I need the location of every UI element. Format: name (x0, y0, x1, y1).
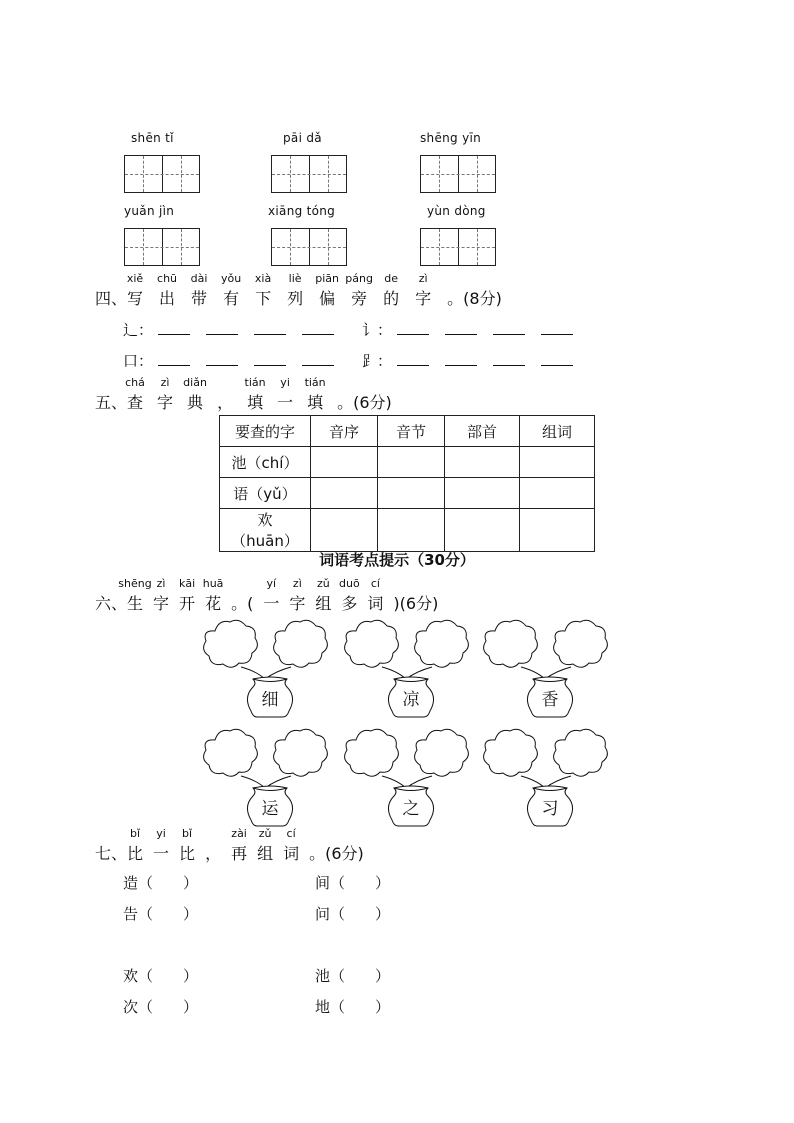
pinyin-label: xiāng tóng (268, 204, 336, 218)
table-row (220, 478, 595, 509)
title-char-text: 字 (289, 594, 306, 613)
answer-blank[interactable] (397, 351, 429, 366)
answer-blank[interactable] (493, 320, 525, 335)
title-char (153, 827, 170, 864)
title-char-text: 有 (223, 289, 240, 308)
table-cell: 语（yǔ） (220, 478, 311, 509)
title-char (415, 272, 432, 309)
question-tail: )(6分) (393, 594, 439, 613)
question-tail: 。(6分) (337, 393, 392, 412)
title-char (383, 272, 400, 309)
section-banner: 词语考点提示（30分） (319, 551, 475, 569)
title-char-pinyin: zì (160, 376, 170, 389)
title-char-pinyin: zì (292, 577, 302, 590)
answer-cell[interactable] (445, 509, 520, 552)
title-char-pinyin: yí (266, 577, 277, 590)
title-char (202, 577, 224, 614)
radical-label: 讠： (362, 321, 393, 339)
writing-grid[interactable] (124, 228, 200, 266)
question-number: 七、 (95, 844, 128, 863)
title-char (315, 272, 339, 309)
title-char-pinyin: cí (286, 827, 296, 840)
answer-blank[interactable] (302, 320, 334, 335)
title-char-pinyin: cí (370, 577, 380, 590)
title-char-pinyin: bǐ (129, 827, 141, 840)
flower-cloud[interactable] (481, 617, 539, 669)
title-char-pinyin: shēng (118, 577, 152, 590)
title-char-text: 生 (127, 594, 144, 613)
answer-cell[interactable] (520, 478, 595, 509)
table-header: 音序 (311, 416, 378, 447)
title-char (345, 272, 373, 309)
pot-character: 习 (541, 799, 559, 819)
question-tail: 。(8分) (447, 289, 502, 308)
table-header: 音节 (378, 416, 445, 447)
title-char (304, 376, 326, 413)
title-char-pinyin: zì (156, 577, 166, 590)
pinyin-label: shēng yīn (420, 131, 482, 145)
question-6-title (95, 577, 439, 614)
flower-cloud[interactable] (551, 726, 609, 778)
title-char (244, 376, 266, 413)
title-char (205, 841, 221, 864)
title-char (190, 272, 208, 309)
radical-row (362, 350, 589, 371)
title-char-text: 一 (153, 844, 170, 863)
title-char-pinyin: yǒu (220, 272, 242, 285)
table-header: 组词 (520, 416, 595, 447)
answer-cell[interactable] (445, 478, 520, 509)
answer-blank[interactable] (445, 320, 477, 335)
title-char-text: 出 (159, 289, 176, 308)
title-char-pinyin: tián (304, 376, 326, 389)
title-char (254, 272, 272, 309)
title-char (220, 272, 242, 309)
pinyin-label: shēn tǐ (131, 131, 174, 145)
title-char (257, 827, 274, 864)
title-char-pinyin: chá (125, 376, 145, 389)
answer-blank[interactable] (254, 351, 286, 366)
title-char-text: 开 (179, 594, 196, 613)
title-char-pinyin: tián (244, 376, 266, 389)
answer-cell[interactable] (311, 447, 378, 478)
compare-item[interactable]: 间（ ） (315, 874, 391, 892)
title-char-pinyin: piān (315, 272, 339, 285)
table-cell: 池（chí） (220, 447, 311, 478)
title-char-pinyin: diǎn (183, 376, 207, 389)
title-char (157, 376, 174, 413)
dictionary-table (219, 415, 595, 552)
title-char-text: 下 (255, 289, 272, 308)
compare-item[interactable]: 欢（ ） (123, 967, 199, 985)
question-number: 四、 (95, 289, 128, 308)
flower-cloud[interactable] (412, 617, 470, 669)
radical-label: 辶： (123, 321, 154, 339)
question-tail: 。(6分) (309, 844, 364, 863)
compare-item[interactable]: 问（ ） (315, 905, 391, 923)
title-char (263, 577, 280, 614)
answer-blank[interactable] (206, 351, 238, 366)
pot-character: 运 (261, 799, 279, 819)
pinyin-label: yuǎn jìn (124, 204, 175, 218)
compare-item[interactable]: 池（ ） (315, 967, 391, 985)
writing-grid[interactable] (420, 155, 496, 193)
writing-grid[interactable] (124, 155, 200, 193)
title-char-pinyin: zì (418, 272, 428, 285)
answer-blank[interactable] (158, 320, 190, 335)
title-char (339, 577, 360, 614)
pinyin-label: yùn dòng (427, 204, 486, 218)
table-header: 部首 (445, 416, 520, 447)
title-char-text: 再 (231, 844, 248, 863)
radical-row (123, 350, 350, 371)
answer-blank[interactable] (397, 320, 429, 335)
answer-blank[interactable] (302, 351, 334, 366)
title-char (126, 272, 144, 309)
title-char-text: 词 (367, 594, 384, 613)
title-char (289, 577, 306, 614)
title-char-text: 组 (315, 594, 332, 613)
flower-cloud[interactable] (271, 726, 329, 778)
compare-item[interactable]: 造（ ） (123, 874, 199, 892)
question-number: 六、 (95, 594, 128, 613)
answer-cell[interactable] (311, 509, 378, 552)
title-char (231, 591, 253, 614)
title-char-pinyin: xiě (126, 272, 144, 285)
title-char-pinyin: zǔ (316, 577, 330, 590)
title-char (183, 376, 207, 413)
title-char-text: 一 (263, 594, 280, 613)
title-char-text: 多 (341, 594, 358, 613)
table-cell: 欢（huān） (220, 509, 311, 552)
title-char (178, 577, 196, 614)
title-char-text: 填 (247, 393, 264, 412)
answer-cell[interactable] (378, 478, 445, 509)
compare-item[interactable]: 次（ ） (123, 998, 199, 1016)
pot-character: 香 (541, 690, 559, 710)
pot-character: 之 (402, 799, 420, 819)
title-char-pinyin: dài (190, 272, 208, 285)
title-char (179, 827, 196, 864)
title-char-pinyin: kāi (178, 577, 196, 590)
flower-cloud[interactable] (551, 617, 609, 669)
title-char (125, 376, 145, 413)
title-char-text: 比 (127, 844, 144, 863)
flower-cloud[interactable] (271, 617, 329, 669)
title-char-pinyin: zǔ (258, 827, 272, 840)
title-char-pinyin: bǐ (182, 827, 193, 840)
pot-character: 细 (261, 690, 279, 710)
title-char-text: 花 (205, 594, 222, 613)
title-char-text: 字 (157, 393, 174, 412)
title-char-pinyin: chū (157, 272, 178, 285)
table-header-row (220, 416, 595, 447)
title-char (277, 376, 294, 413)
flower-cloud[interactable] (201, 726, 259, 778)
title-char (127, 827, 144, 864)
title-char-pinyin: yi (280, 376, 290, 389)
question-7-title (95, 827, 364, 864)
flower-cloud[interactable] (201, 617, 259, 669)
title-char-text: 组 (257, 844, 274, 863)
compare-item[interactable]: 地（ ） (315, 998, 391, 1016)
title-char (153, 577, 170, 614)
title-char (283, 827, 300, 864)
pinyin-label: pāi dǎ (283, 131, 322, 145)
answer-cell[interactable] (378, 447, 445, 478)
answer-blank[interactable] (541, 351, 573, 366)
answer-blank[interactable] (206, 320, 238, 335)
answer-cell[interactable] (520, 509, 595, 552)
radical-label: ⻊： (362, 352, 393, 370)
title-char-text: 词 (283, 844, 300, 863)
answer-cell[interactable] (311, 478, 378, 509)
title-char-text: 。( (231, 594, 254, 613)
answer-blank[interactable] (493, 351, 525, 366)
flower-cloud[interactable] (481, 726, 539, 778)
title-char-text: 典 (187, 393, 204, 412)
answer-cell[interactable] (520, 447, 595, 478)
title-char-text: 偏 (319, 289, 336, 308)
writing-grid[interactable] (420, 228, 496, 266)
title-char-text: 字 (153, 594, 170, 613)
answer-blank[interactable] (254, 320, 286, 335)
title-char (217, 390, 233, 413)
title-char-pinyin: huā (202, 577, 224, 590)
title-char-text: ， (205, 844, 222, 863)
compare-item[interactable]: 告（ ） (123, 905, 199, 923)
table-header: 要查的字 (220, 416, 311, 447)
title-char-pinyin: yi (156, 827, 166, 840)
title-char-text: 带 (191, 289, 208, 308)
title-char-text: 列 (287, 289, 304, 308)
title-char (157, 272, 178, 309)
writing-grid[interactable] (271, 155, 347, 193)
title-char-pinyin: zài (231, 827, 247, 840)
answer-blank[interactable] (541, 320, 573, 335)
title-char-text: ， (217, 393, 234, 412)
flower-cloud[interactable] (412, 726, 470, 778)
radical-row (123, 319, 350, 340)
title-char-text: 比 (179, 844, 196, 863)
title-char-text: 的 (383, 289, 400, 308)
title-char-text: 查 (127, 393, 144, 412)
title-char-pinyin: de (384, 272, 399, 285)
answer-blank[interactable] (158, 351, 190, 366)
answer-blank[interactable] (445, 351, 477, 366)
question-number: 五、 (95, 393, 128, 412)
title-char (287, 272, 304, 309)
title-char-text: 一 (277, 393, 294, 412)
title-char-text: 填 (307, 393, 324, 412)
table-row (220, 509, 595, 552)
flower-cloud[interactable] (342, 726, 400, 778)
title-char-text: 旁 (351, 289, 368, 308)
flower-cloud[interactable] (342, 617, 400, 669)
radical-label: 口： (123, 352, 154, 370)
pot-character: 凉 (402, 690, 420, 710)
radical-row (362, 319, 589, 340)
answer-cell[interactable] (378, 509, 445, 552)
title-char-pinyin: páng (345, 272, 373, 285)
question-5-title (95, 376, 392, 413)
writing-grid[interactable] (271, 228, 347, 266)
title-char (118, 577, 152, 614)
title-char (315, 577, 332, 614)
title-char (231, 827, 248, 864)
table-row (220, 447, 595, 478)
title-char-pinyin: duō (339, 577, 360, 590)
title-char-text: 字 (415, 289, 432, 308)
title-char-pinyin: xià (254, 272, 272, 285)
title-char-text: 写 (127, 289, 144, 308)
answer-cell[interactable] (445, 447, 520, 478)
title-char-pinyin: liè (288, 272, 302, 285)
question-4-title (95, 272, 502, 309)
title-char (367, 577, 384, 614)
